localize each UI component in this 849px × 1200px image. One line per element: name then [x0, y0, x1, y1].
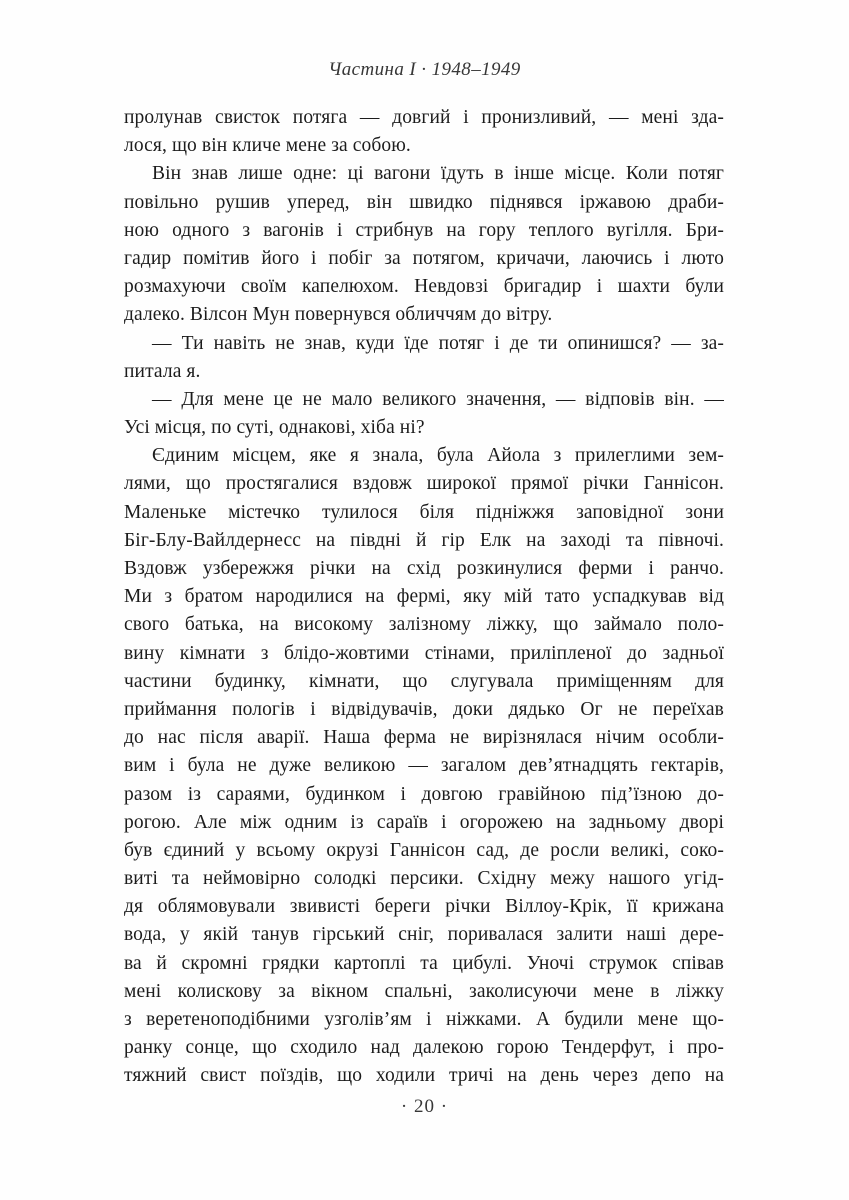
paragraph	[124, 442, 724, 1090]
paragraph	[124, 330, 724, 386]
page-number: · 20 ·	[400, 1096, 449, 1117]
text-line: вода, у якій танув гірський сніг, поривалася залити наші дере-	[124, 924, 724, 946]
text-line: ною одного з вагонів і стрибнув на гору теплого вугілля. Бри-	[124, 219, 724, 241]
text-line: свого батька, на високому залізному ліжку, що займало поло-	[124, 614, 724, 636]
text-line: був єдиний у всьому окрузі Ганнісон сад, де росли великі, соко-	[124, 839, 724, 861]
text-line: з веретеноподібними узголів’ям і ніжками. А будили мене що-	[124, 1009, 724, 1030]
text-line: вину кімнати з блідо-жовтими стінами, приліпленої до задньої	[124, 642, 724, 664]
page-text	[124, 104, 724, 1091]
text-line: тяжний свист поїздів, що ходили тричі на день через депо на	[124, 1065, 724, 1087]
text-line: розмахуючи своїм капелюхом. Невдовзі бригадир і шахти були	[124, 276, 724, 298]
text-line: разом із сараями, будинком і довгою гравійною під’їзною до-	[124, 783, 724, 805]
paragraph	[124, 160, 724, 329]
text-line: — Ти навіть не знав, куди їде потяг і де ти опинишся? — за-	[152, 332, 724, 354]
text-line: пролунав свисток потяга — довгий і пронизливий, — мені зда-	[124, 107, 724, 128]
text-line: Ми з братом народилися на фермі, яку мій тато успадкував від	[124, 586, 724, 608]
text-line: приймання пологів і відвідувачів, доки дядько Ог не переїхав	[124, 698, 724, 720]
text-line: питала я.	[124, 360, 201, 382]
text-line: дя облямовували звивисті береги річки Віллоу-Крік, її крижана	[124, 896, 724, 918]
text-line: ранку сонце, що сходило над далекою горою Тендерфут, і про-	[124, 1037, 724, 1059]
text-line: виті та неймовірно солодкі персики. Східну межу нашого угід-	[124, 868, 724, 890]
text-line: мені колискову за вікном спальні, заколисуючи мене в ліжку	[124, 980, 724, 1002]
text-line: — Для мене це не мало великого значення, — відповів він. —	[152, 388, 724, 410]
text-line: Маленьке містечко тулилося біля підніжжя заповідної зони	[124, 501, 724, 523]
text-line: рогою. Але між одним із сараїв і огорожею на задньому дворі	[124, 811, 724, 833]
running-header: Частина I · 1948–1949	[328, 59, 521, 80]
text-line: частини будинку, кімнати, що слугувала приміщенням для	[124, 670, 724, 692]
text-line: ва й скромні грядки картоплі та цибулі. Уночі струмок співав	[124, 952, 724, 974]
paragraph	[124, 104, 724, 160]
text-line: гадир помітив його і побіг за потягом, кричачи, лаючись і люто	[124, 247, 724, 269]
text-line: Усі місця, по суті, однакові, хіба ні?	[124, 417, 425, 439]
text-line: Єдиним місцем, яке я знала, була Айола з прилеглими зем-	[152, 445, 724, 467]
text-line: Він знав лише одне: ці вагони їдуть в інше місце. Коли потяг	[152, 163, 724, 185]
text-line: лося, що він кличе мене за собою.	[124, 135, 411, 157]
text-line: Вздовж узбережжя річки на схід розкинулися ферми і ранчо.	[124, 558, 724, 579]
text-line: повільно рушив уперед, він швидко піднявся іржавою драби-	[124, 191, 724, 213]
text-line: Біг-Блу-Вайлдернесс на півдні й гір Елк на заході та півночі.	[124, 529, 724, 551]
text-line: далеко. Вілсон Мун повернувся обличчям до вітру.	[124, 304, 553, 326]
paragraph	[124, 386, 724, 442]
text-line: до нас після аварії. Наша ферма не вирізнялася нічим особли-	[124, 727, 724, 749]
text-line: вим і була не дуже великою — загалом дев’ятнадцять гектарів,	[124, 755, 724, 777]
text-line: лями, що простягалися вздовж широкої прямої річки Ганнісон.	[124, 473, 724, 495]
